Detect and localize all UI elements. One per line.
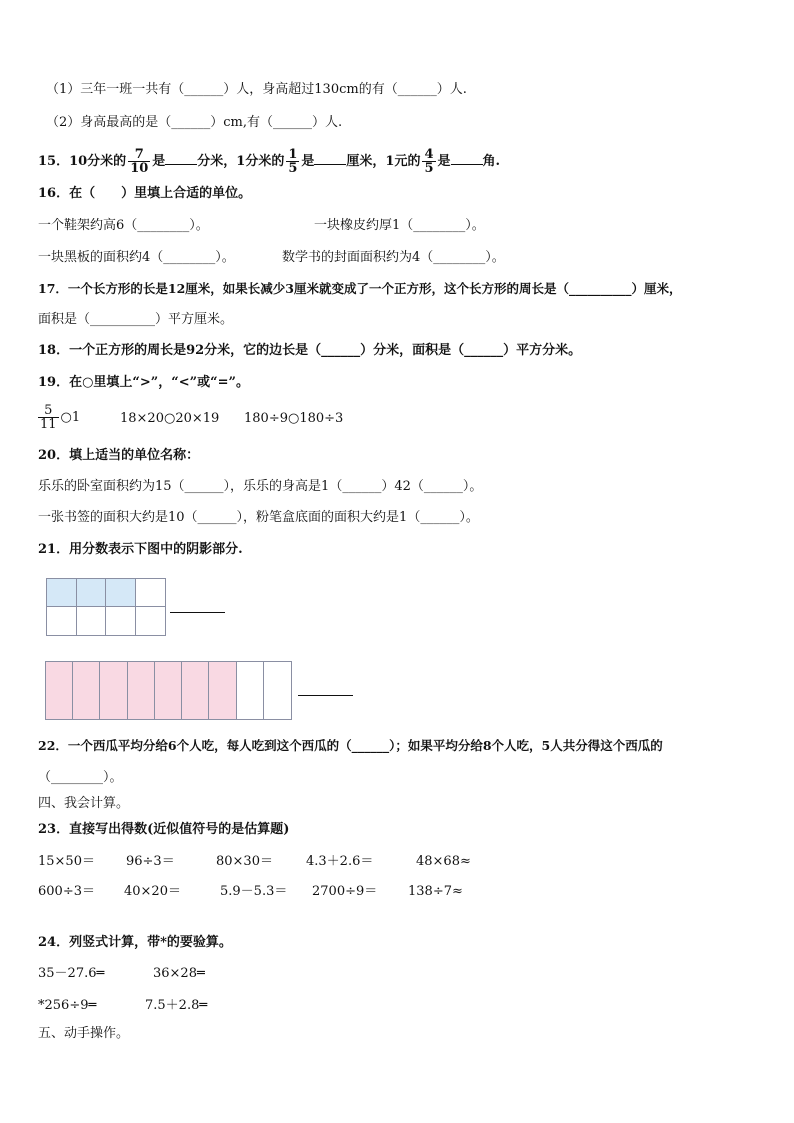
q22-line-2: （________）。 xyxy=(38,770,123,785)
q20-title: 20．填上适当的单位名称： xyxy=(38,448,200,463)
shaded-cell xyxy=(77,579,107,607)
empty-cell xyxy=(136,607,166,635)
q15-prefix: 15．10分米的 xyxy=(38,154,127,169)
q22-line-1: 22．一个西瓜平均分给6个人吃，每人吃到这个西瓜的（______）；如果平均分给8个人吃，5人共分得这个西瓜的 xyxy=(38,738,663,753)
section-5-title: 五、动手操作。 xyxy=(38,1026,130,1041)
q16-item-d: 数学书的封面面积约为4（________）。 xyxy=(282,250,505,265)
q21-figure-2 xyxy=(45,661,292,720)
q20-line-2: 一张书签的面积大约是10（______），粉笔盒底面的面积大约是1（______）。 xyxy=(38,510,479,525)
empty-cell xyxy=(77,607,107,635)
q19-fraction: $\frac{5}{11}$ xyxy=(40,403,57,432)
shaded-cell xyxy=(106,579,136,607)
q16-item-c: 一块黑板的面积约4（________）。 xyxy=(38,250,235,265)
shaded-cell xyxy=(209,662,236,719)
q15-blank-1[interactable] xyxy=(165,152,197,165)
shaded-cell xyxy=(46,662,73,719)
q23-r1-c1: 15×50＝ xyxy=(38,854,95,869)
q17-line-1: 17．一个长方形的长是12厘米，如果长减少3厘米就变成了一个正方形，这个长方形的周长是（__________）厘米， xyxy=(38,281,682,296)
q15-fraction-1: $\frac{7}{10}$ xyxy=(130,147,149,176)
q18-line: 18．一个正方形的周长是92分米，它的边长是（______）分米，面积是（______）平方分米。 xyxy=(38,343,582,358)
section-4-title: 四、我会计算。 xyxy=(38,796,130,811)
q16-item-b: 一块橡皮约厚1（________）。 xyxy=(314,218,485,233)
shaded-cell xyxy=(73,662,100,719)
shaded-cell xyxy=(182,662,209,719)
empty-cell xyxy=(264,662,291,719)
q23-r2-c3: 5.9－5.3＝ xyxy=(220,884,288,899)
q24-r1-b: 36×28═ xyxy=(153,966,205,981)
q16-item-a: 一个鞋架约高6（________）。 xyxy=(38,218,209,233)
q24-r2-a: *256÷9═ xyxy=(38,998,97,1013)
q15-fraction-2: $\frac{1}{5}$ xyxy=(288,147,298,176)
q23-r1-c3: 80×30＝ xyxy=(216,854,273,869)
empty-cell xyxy=(47,607,77,635)
q17-line-2: 面积是（__________）平方厘米。 xyxy=(38,312,234,327)
q24-r1-a: 35－27.6═ xyxy=(38,966,105,981)
q15-line: 15．10分米的 $\frac{7}{10}$ 是 分米，1分米的 $\frac{1}{5}$ 是 厘米，1元的 $\frac{4}{5}$ 是 角. xyxy=(38,147,501,176)
q16-title: 16．在（ ）里填上合适的单位。 xyxy=(38,186,252,201)
q14-s2: （2）身高最高的是（______）cm,有（______）人. xyxy=(46,115,343,130)
q21-title: 21．用分数表示下图中的阴影部分. xyxy=(38,542,243,557)
q23-r1-c2: 96÷3＝ xyxy=(126,854,175,869)
shaded-cell xyxy=(128,662,155,719)
q23-r2-c2: 40×20＝ xyxy=(124,884,181,899)
q15-blank-3[interactable] xyxy=(451,152,483,165)
shaded-cell xyxy=(100,662,127,719)
q21-answer-line-2[interactable] xyxy=(298,695,353,696)
q23-r2-c1: 600÷3＝ xyxy=(38,884,95,899)
q23-r2-c4: 2700÷9＝ xyxy=(312,884,378,899)
q24-r2-b: 7.5＋2.8═ xyxy=(145,998,208,1013)
empty-cell xyxy=(106,607,136,635)
q20-line-1: 乐乐的卧室面积约为15（______），乐乐的身高是1（______）42（______）。 xyxy=(38,479,483,494)
q21-figure-1 xyxy=(46,578,166,636)
q15-blank-2[interactable] xyxy=(314,152,346,165)
q23-title: 23．直接写出得数(近似值符号的是估算题) xyxy=(38,822,290,837)
q19-expr-2: 18×20○20×19 xyxy=(120,411,220,426)
q23-r1-c5: 48×68≈ xyxy=(416,854,471,869)
q19-title: 19．在○里填上“>”，“<”或“=”。 xyxy=(38,375,249,390)
q19-expr-3: 180÷9○180÷3 xyxy=(244,411,344,426)
shaded-cell xyxy=(47,579,77,607)
q19-exprs: $\frac{5}{11}$ ○1 xyxy=(40,403,81,432)
empty-cell xyxy=(237,662,264,719)
q15-fraction-3: $\frac{4}{5}$ xyxy=(424,147,434,176)
q23-r1-c4: 4.3＋2.6＝ xyxy=(306,854,374,869)
shaded-cell xyxy=(155,662,182,719)
empty-cell xyxy=(136,579,166,607)
q21-answer-line-1[interactable] xyxy=(170,612,225,613)
q24-title: 24．列竖式计算，带*的要验算。 xyxy=(38,935,232,950)
q23-r2-c5: 138÷7≈ xyxy=(408,884,463,899)
q14-s1: （1）三年一班一共有（______）人，身高超过130cm的有（______）人. xyxy=(46,82,467,97)
